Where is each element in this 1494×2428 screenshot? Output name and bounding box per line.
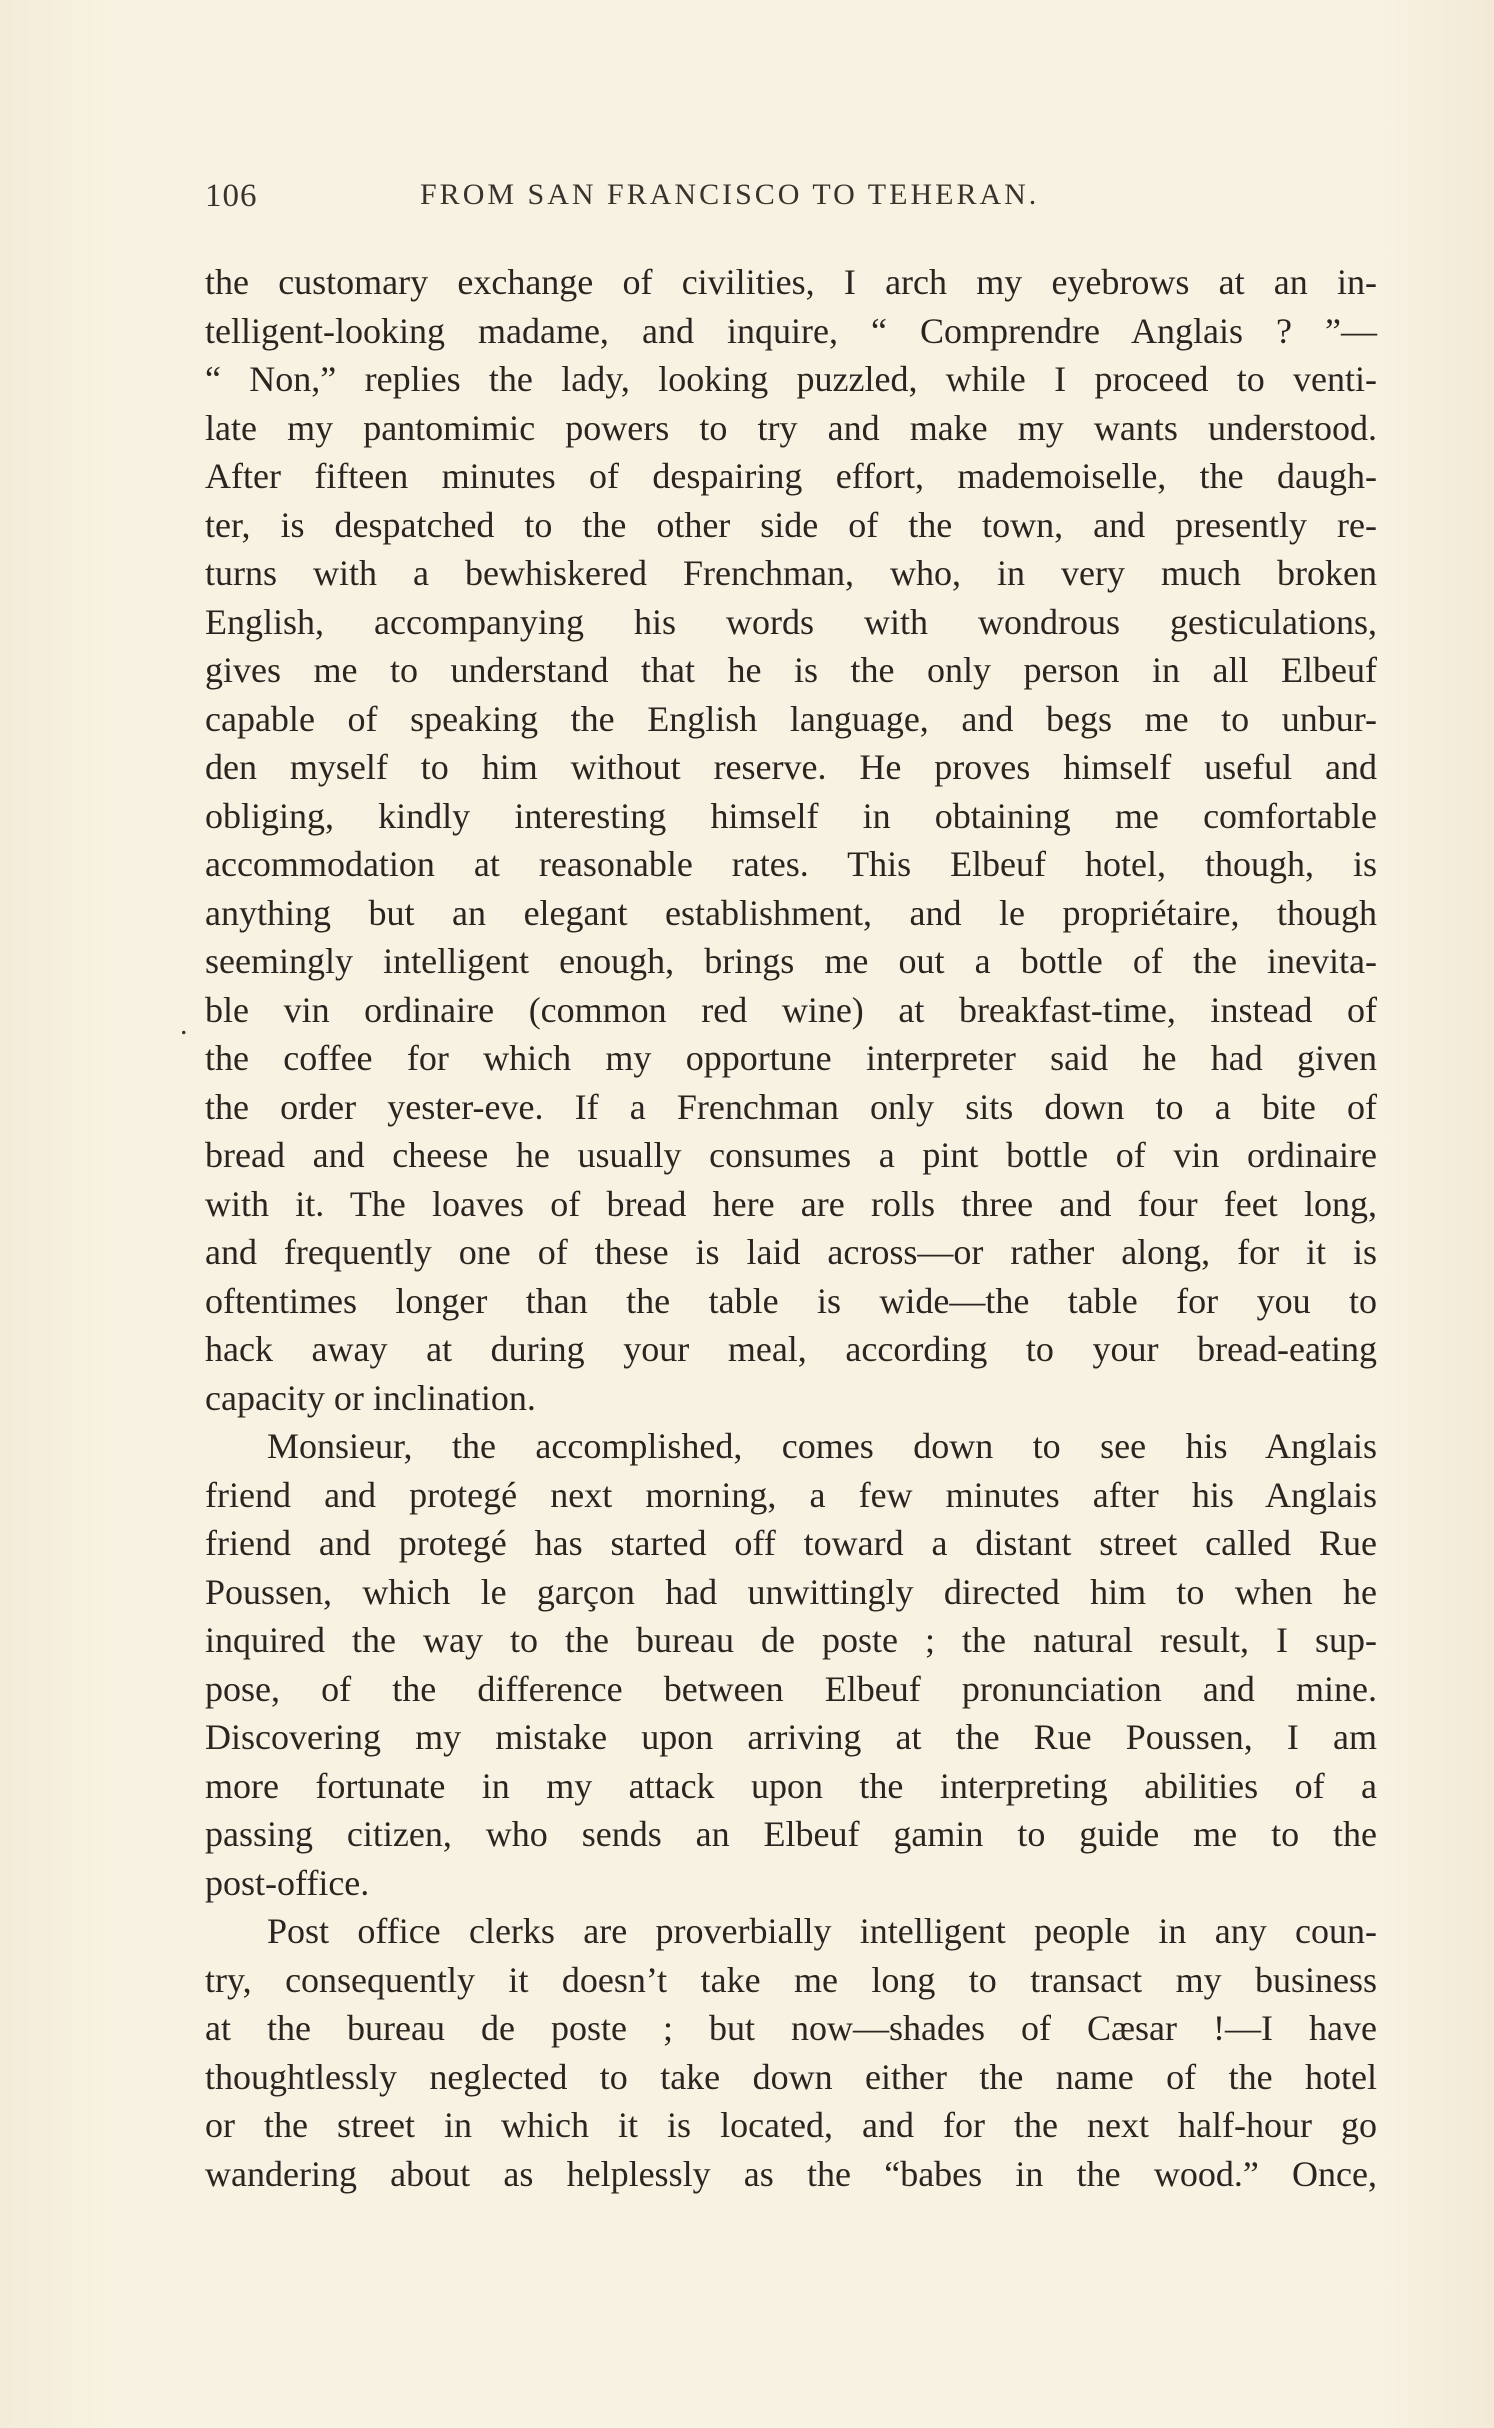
text-line: and frequently one of these is laid across—or rather along, for it is xyxy=(205,1232,1377,1272)
text-line: bread and cheese he usually consumes a pint bottle of vin ordinaire xyxy=(205,1135,1377,1175)
page-number: 106 xyxy=(205,178,258,214)
text-line: inquired the way to the bureau de poste ; the natural result, I sup- xyxy=(205,1620,1377,1660)
text-line: ter, is despatched to the other side of the town, and presently re- xyxy=(205,504,1377,545)
text-line: anything but an elegant establishment, and le propriétaire, though xyxy=(205,892,1377,933)
margin-mark: . xyxy=(180,1008,188,1041)
text-line: Poussen, which le garçon had unwittingly directed him to when he xyxy=(205,1571,1377,1612)
text-line: capacity or inclination. xyxy=(205,1377,536,1418)
text-line: Post office clerks are proverbially intelligent people in any coun- xyxy=(267,1911,1377,1951)
text-line: seemingly intelligent enough, brings me out a bottle of the inevita- xyxy=(205,941,1377,981)
text-line: passing citizen, who sends an Elbeuf gamin to guide me to the xyxy=(205,1814,1377,1854)
text-line: hack away at during your meal, according to your bread-eating xyxy=(205,1329,1377,1369)
text-line: telligent-looking madame, and inquire, “ Comprendre Anglais ? ”— xyxy=(205,310,1377,351)
text-line: at the bureau de poste ; but now—shades of Cæsar !—I have xyxy=(205,2008,1377,2048)
text-line: Monsieur, the accomplished, comes down to see his Anglais xyxy=(267,1426,1377,1466)
text-line: ble vin ordinaire (common red wine) at breakfast-time, instead of xyxy=(205,989,1377,1030)
text-line: den myself to him without reserve. He proves himself useful and xyxy=(205,747,1377,787)
text-line: post-office. xyxy=(205,1862,370,1903)
text-line: wandering about as helplessly as the “babes in the wood.” Once, xyxy=(205,2153,1377,2194)
text-line: with it. The loaves of bread here are rolls three and four feet long, xyxy=(205,1183,1377,1224)
text-line: Discovering my mistake upon arriving at the Rue Poussen, I am xyxy=(205,1717,1377,1757)
text-line: obliging, kindly interesting himself in obtaining me comfortable xyxy=(205,795,1377,836)
text-line: late my pantomimic powers to try and make my wants understood. xyxy=(205,407,1377,448)
text-line: try, consequently it doesn’t take me long to transact my business xyxy=(205,1959,1377,2000)
paragraph-1 xyxy=(205,258,1377,1422)
text-line: turns with a bewhiskered Frenchman, who, in very much broken xyxy=(205,553,1377,593)
page-header xyxy=(205,178,1377,228)
running-head: FROM SAN FRANCISCO TO TEHERAN. xyxy=(420,178,1040,211)
paragraph-3 xyxy=(205,1907,1377,2198)
text-line: the customary exchange of civilities, I arch my eyebrows at an in- xyxy=(205,262,1377,302)
text-line: more fortunate in my attack upon the interpreting abilities of a xyxy=(205,1765,1377,1806)
text-line: accommodation at reasonable rates. This Elbeuf hotel, though, is xyxy=(205,844,1377,884)
text-line: friend and protegé next morning, a few minutes after his Anglais xyxy=(205,1474,1377,1515)
body-text xyxy=(205,258,1377,2198)
text-line: the order yester-eve. If a Frenchman only sits down to a bite of xyxy=(205,1086,1377,1127)
text-line: or the street in which it is located, and for the next half-hour go xyxy=(205,2105,1377,2145)
text-line: pose, of the difference between Elbeuf pronunciation and mine. xyxy=(205,1668,1377,1709)
text-line: capable of speaking the English language, and begs me to unbur- xyxy=(205,698,1377,739)
text-line: “ Non,” replies the lady, looking puzzled, while I proceed to venti- xyxy=(205,359,1377,399)
text-line: friend and protegé has started off toward a distant street called Rue xyxy=(205,1523,1377,1563)
paragraph-2 xyxy=(205,1422,1377,1907)
text-line: the coffee for which my opportune interpreter said he had given xyxy=(205,1038,1377,1078)
text-line: thoughtlessly neglected to take down either the name of the hotel xyxy=(205,2056,1377,2097)
text-line: English, accompanying his words with wondrous gesticulations, xyxy=(205,601,1377,642)
text-line: oftentimes longer than the table is wide—the table for you to xyxy=(205,1280,1377,1321)
text-line: gives me to understand that he is the only person in all Elbeuf xyxy=(205,650,1377,690)
text-line: After fifteen minutes of despairing effort, mademoiselle, the daugh- xyxy=(205,456,1377,496)
